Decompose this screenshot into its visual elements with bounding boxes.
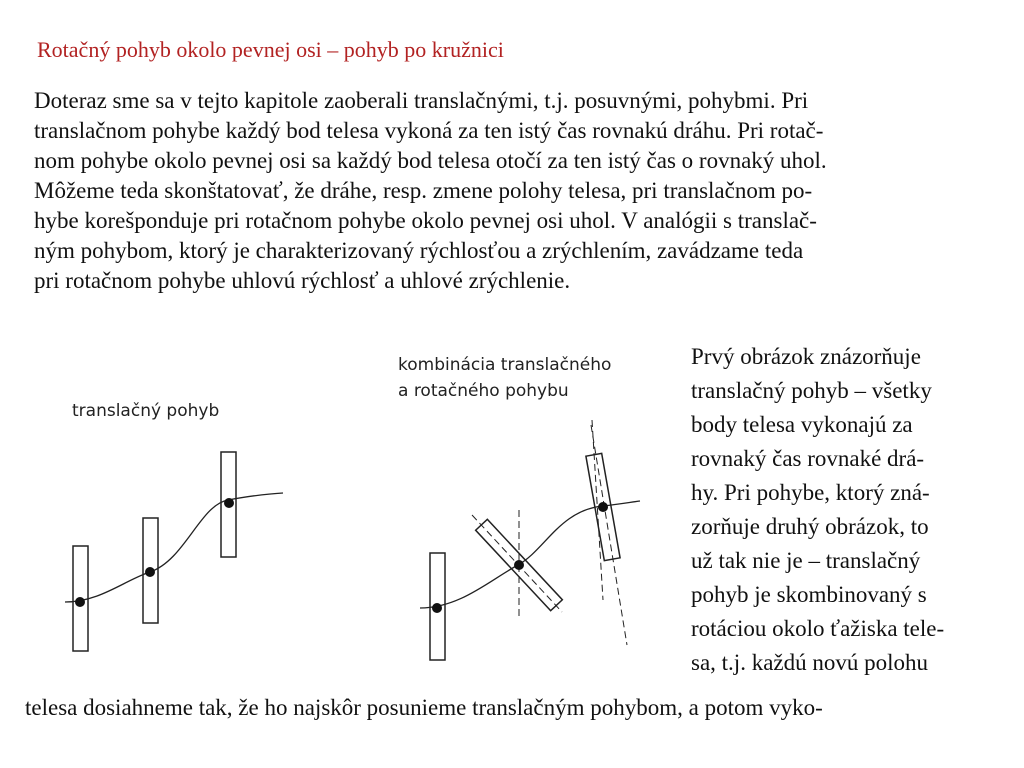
center-point-2 (145, 567, 155, 577)
combined-figure-label-line-1: kombinácia translačného (398, 355, 612, 375)
center-point-1 (75, 597, 85, 607)
paragraph-line: pri rotačnom pohybe uhlovú rýchlosť a uhlové zrýchlenie. (34, 268, 571, 293)
description-line: už tak nie je – translačný (691, 548, 921, 573)
paragraph-line: nom pohybe okolo pevnej osi sa každý bod telesa otočí za ten istý čas o rovnaký uhol. (34, 148, 827, 173)
description-line: Prvý obrázok znázorňuje (691, 344, 921, 369)
trajectory-curve (65, 493, 283, 602)
description-line: hy. Pri pohybe, ktorý zná- (691, 480, 930, 505)
combined-figure-label-line-2: a rotačného pohybu (398, 381, 569, 401)
paragraph-line: Doteraz sme sa v tejto kapitole zaoberali translačnými, t.j. posuvnými, pohybmi. Pri (34, 88, 809, 113)
paragraph-line: Môžeme teda skonštatovať, že dráhe, resp. zmene polohy telesa, pri translačnom po- (34, 178, 813, 203)
description-line: sa, t.j. každú novú polohu (691, 650, 928, 675)
paragraph-line: translačnom pohybe každý bod telesa vykoná za ten istý čas rovnakú dráhu. Pri rotač- (34, 118, 824, 143)
combined-motion-figure (398, 355, 640, 660)
paragraph-line: hybe korešponduje pri rotačnom pohybe okolo pevnej osi uhol. V analógii s translač- (34, 208, 817, 233)
description-line: translačný pohyb – všetky (691, 378, 932, 403)
center-point-3 (224, 498, 234, 508)
vertical-axis-3 (591, 425, 627, 645)
footer-line: telesa dosiahneme tak, že ho najskôr posunieme translačným pohybom, a potom vyko- (25, 695, 823, 720)
description-line: rotáciou okolo ťažiska tele- (691, 616, 945, 641)
translation-figure-label: translačný pohyb (72, 401, 220, 421)
translation-figure (65, 401, 283, 651)
center-point-1 (432, 603, 442, 613)
paragraph-line: ným pohybom, ktorý je charakterizovaný rýchlosťou a zrýchlením, zavádzame teda (34, 238, 804, 263)
center-point-2 (514, 560, 524, 570)
description-line: zorňuje druhý obrázok, to (691, 514, 929, 539)
slide-title: Rotačný pohyb okolo pevnej osi – pohyb po kružnici (37, 37, 504, 62)
description-line: body telesa vykonajú za (691, 412, 913, 437)
trajectory-curve (420, 501, 640, 608)
center-point-3 (598, 502, 608, 512)
description-line: rovnaký čas rovnaké drá- (691, 446, 925, 471)
description-line: pohyb je skombinovaný s (691, 582, 927, 607)
